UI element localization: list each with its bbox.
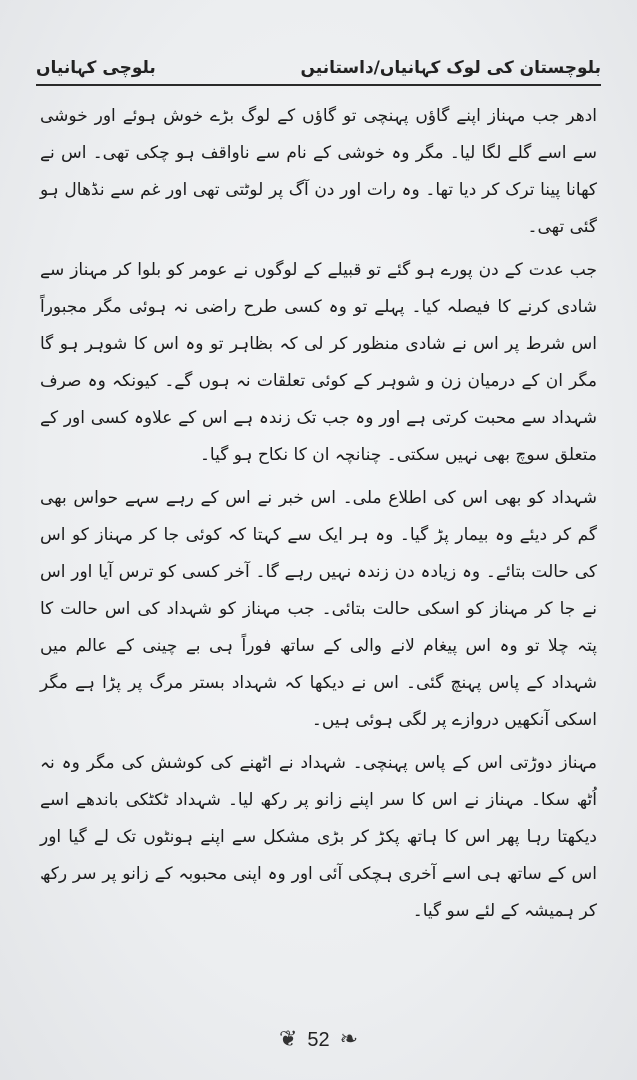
header-book-title: بلوچستان کی لوک کہانیاں/داستانیں: [300, 58, 601, 78]
paragraph-2: جب عدت کے دن پورے ہو گئے تو قبیلے کے لوگوں نے عومر کو بلوا کر مہناز سے شادی کرنے کا فیصلہ کیا۔ پہلے تو وہ کسی طرح راضی نہ ہوئی مگر مجبوراً اس شرط پر اس نے شادی منظور کر لی کہ بظاہر تو وہ اس کا شوہر ہو گا مگر ان کے درمیان زن و شوہر کے کوئی تعلقات نہ ہوں گے۔ کیونکہ وہ صرف شہداد سے محبت کرتی ہے اور وہ جب تک زندہ ہے اس کے علاوہ کسی اور کے متعلق سوچ بھی نہیں سکتی۔ چنانچہ ان کا نکاح ہو گیا۔: [40, 260, 597, 465]
paragraph-4: مہناز دوڑتی اس کے پاس پہنچی۔ شہداد نے اٹھنے کی کوشش کی مگر وہ نہ اُٹھ سکا۔ مہناز نے اس کا سر اپنے زانو پر رکھ لیا۔ شہداد ٹکٹکی باندھے اسے دیکھتا رہا پھر اس کا ہاتھ پکڑ کر بڑی مشکل سے اپنے ہونٹوں تک لے گیا اور اس کے ساتھ ہی اسے آخری ہچکی آئی اور وہ اپنی محبوبہ کے زانو پر سر رکھ کر ہمیشہ کے لئے سو گیا۔: [40, 753, 597, 921]
page-number: 52: [307, 1028, 330, 1051]
right-ornament-icon: ❧: [339, 1027, 359, 1052]
header-section-title: بلوچی کہانیاں: [36, 58, 156, 78]
running-header: [36, 40, 601, 86]
body-text: [40, 98, 597, 936]
paragraph-1: ادھر جب مہناز اپنے گاؤں پہنچی تو گاؤں کے لوگ بڑے خوش ہوئے اور خوشی سے اسے گلے لگا لیا۔ مگر وہ خوشی کے نام سے ناواقف ہو چکی تھی۔ اس نے کھانا پینا ترک کر دیا تھا۔ وہ رات اور دن آگ پر لوٹتی تھی اور غم سے نڈھال ہو گئی تھی۔: [40, 106, 597, 237]
left-ornament-icon: ❦: [278, 1027, 298, 1052]
page-footer: [0, 1020, 637, 1060]
paragraph-3: شہداد کو بھی اس کی اطلاع ملی۔ اس خبر نے اس کے رہے سہے حواس بھی گم کر دیئے وہ بیمار پڑ گیا۔ وہ ہر ایک سے کہتا کہ کوئی جا کر مہناز کو اس کی حالت بتائے۔ وہ زیادہ دن زندہ نہیں رہے گا۔ آخر کسی کو ترس آیا اور اس نے جا کر مہناز کو اسکی حالت بتائی۔ جب مہناز کو شہداد کی اس حالت کا پتہ چلا تو وہ اس پیغام لانے والی کے ساتھ فوراً ہی بے چینی کے عالم میں شہداد کے پاس پہنچ گئی۔ اس نے دیکھا کہ شہداد بستر مرگ پر پڑا ہے مگر اسکی آنکھیں دروازے پر لگی ہوئی ہیں۔: [40, 488, 597, 730]
